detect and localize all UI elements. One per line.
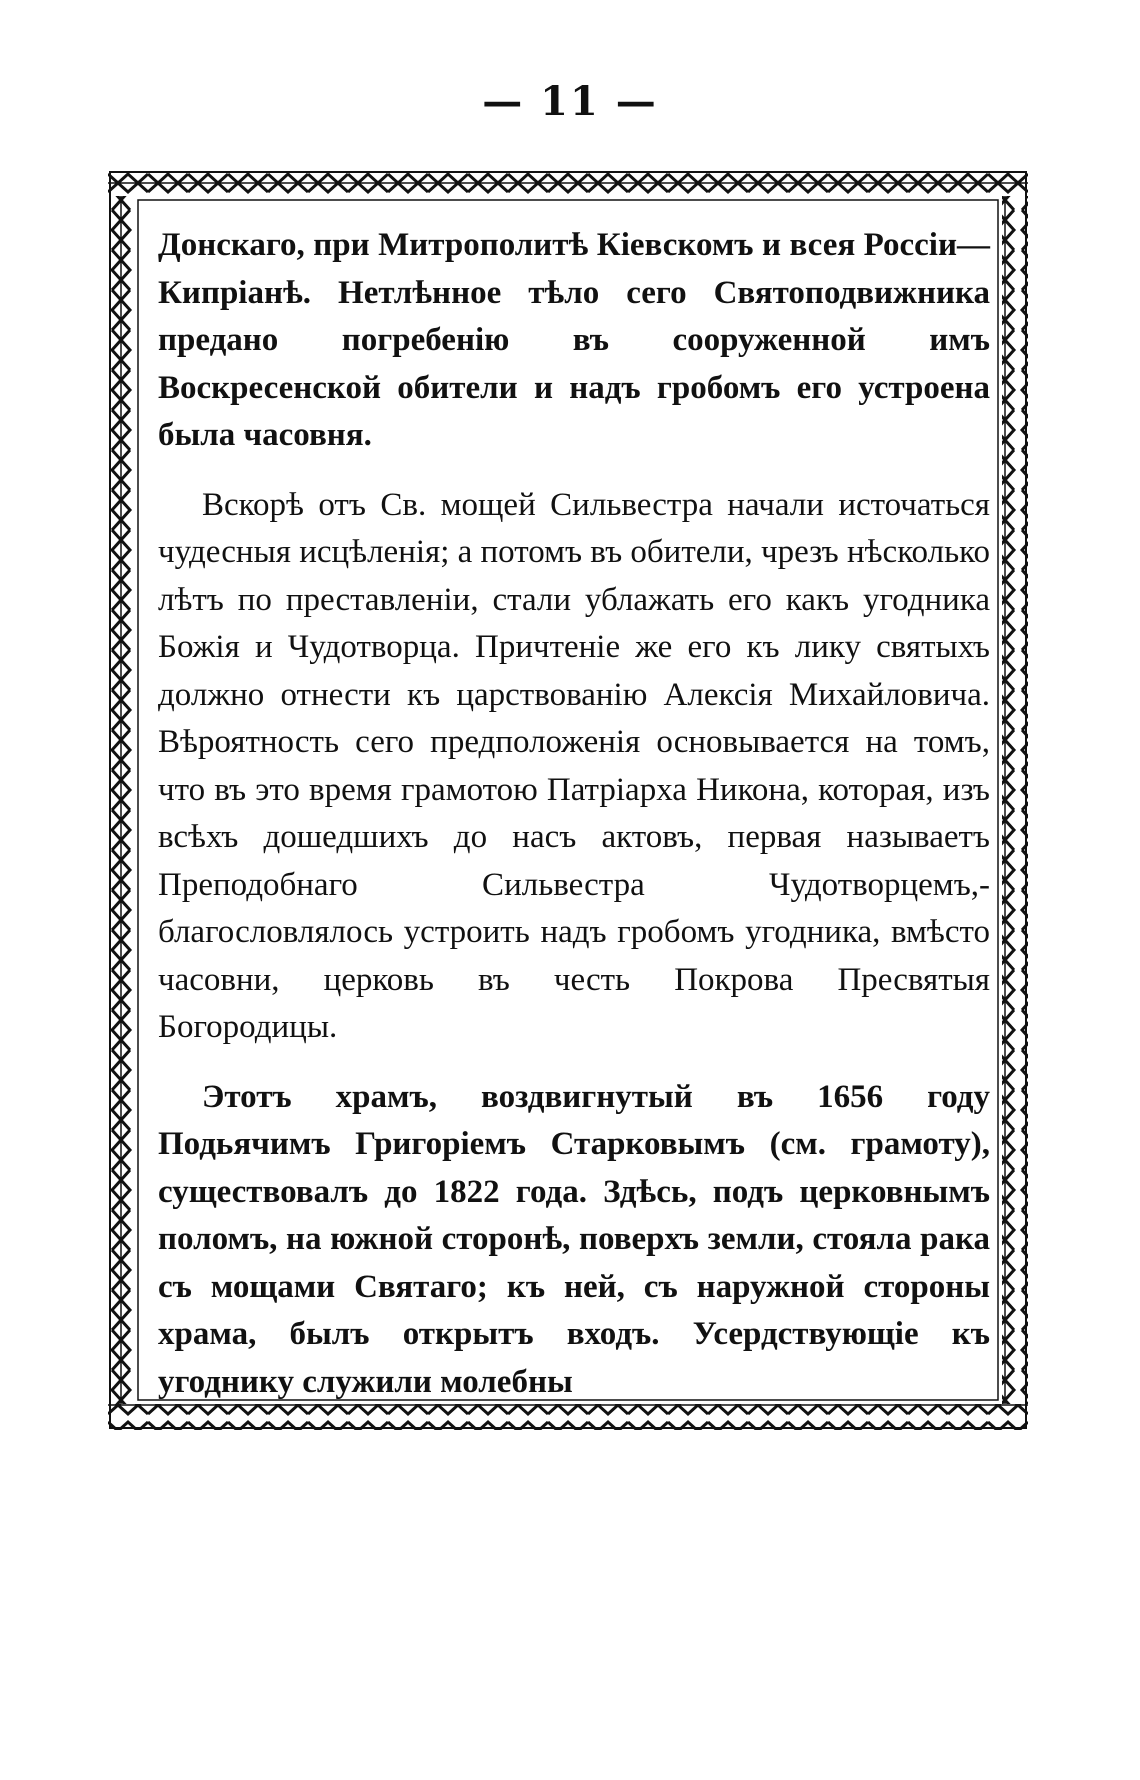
ornamental-frame [108, 170, 1028, 1430]
paragraph-2: Вскорѣ отъ Св. мощей Сильвестра начали источаться чудесныя исцѣленія; а потомъ въ обители, чрезъ нѣсколько лѣтъ по преставленіи, стали ублажать его какъ угодника Божія и Чудотворца. Причтеніе же его къ лику святыхъ должно отнести къ царствованію Алексія Михайловича. Вѣроятность сего предположенія основывается на томъ, что въ это время грамотою Патріарха Никона, которая, изъ всѣхъ дошедшихъ до насъ актовъ, первая называетъ Преподобнаго Сильвестра Чудотворцемъ,-благословлялось устроить надъ гробомъ угодника, вмѣсто часовни, церковь въ честь Покрова Пресвятыя Богородицы. [158, 486, 990, 1045]
paragraph-1: Донскаго, при Митрополитѣ Кіевскомъ и всея Россіи—Кипріанѣ. Нетлѣнное тѣло сего Святоподвижника предано погребенію въ сооруженной имъ Воскресенской обители и надъ гробомъ его устроена была часовня. [158, 227, 990, 453]
page-number: — 11 — [482, 78, 658, 125]
paragraph-3: Этотъ храмъ, воздвигнутый въ 1656 году Подьячимъ Григоріемъ Старковымъ (см. грамоту), существовалъ до 1822 года. Здѣсь, подъ церковнымъ поломъ, на южной сторонѣ, поверхъ земли, стояла рака съ мощами Святаго; къ ней, съ наружной стороны храма, былъ открытъ входъ. Усердствующіе къ угоднику служили молебны [158, 1078, 990, 1400]
body-text [158, 222, 990, 1428]
